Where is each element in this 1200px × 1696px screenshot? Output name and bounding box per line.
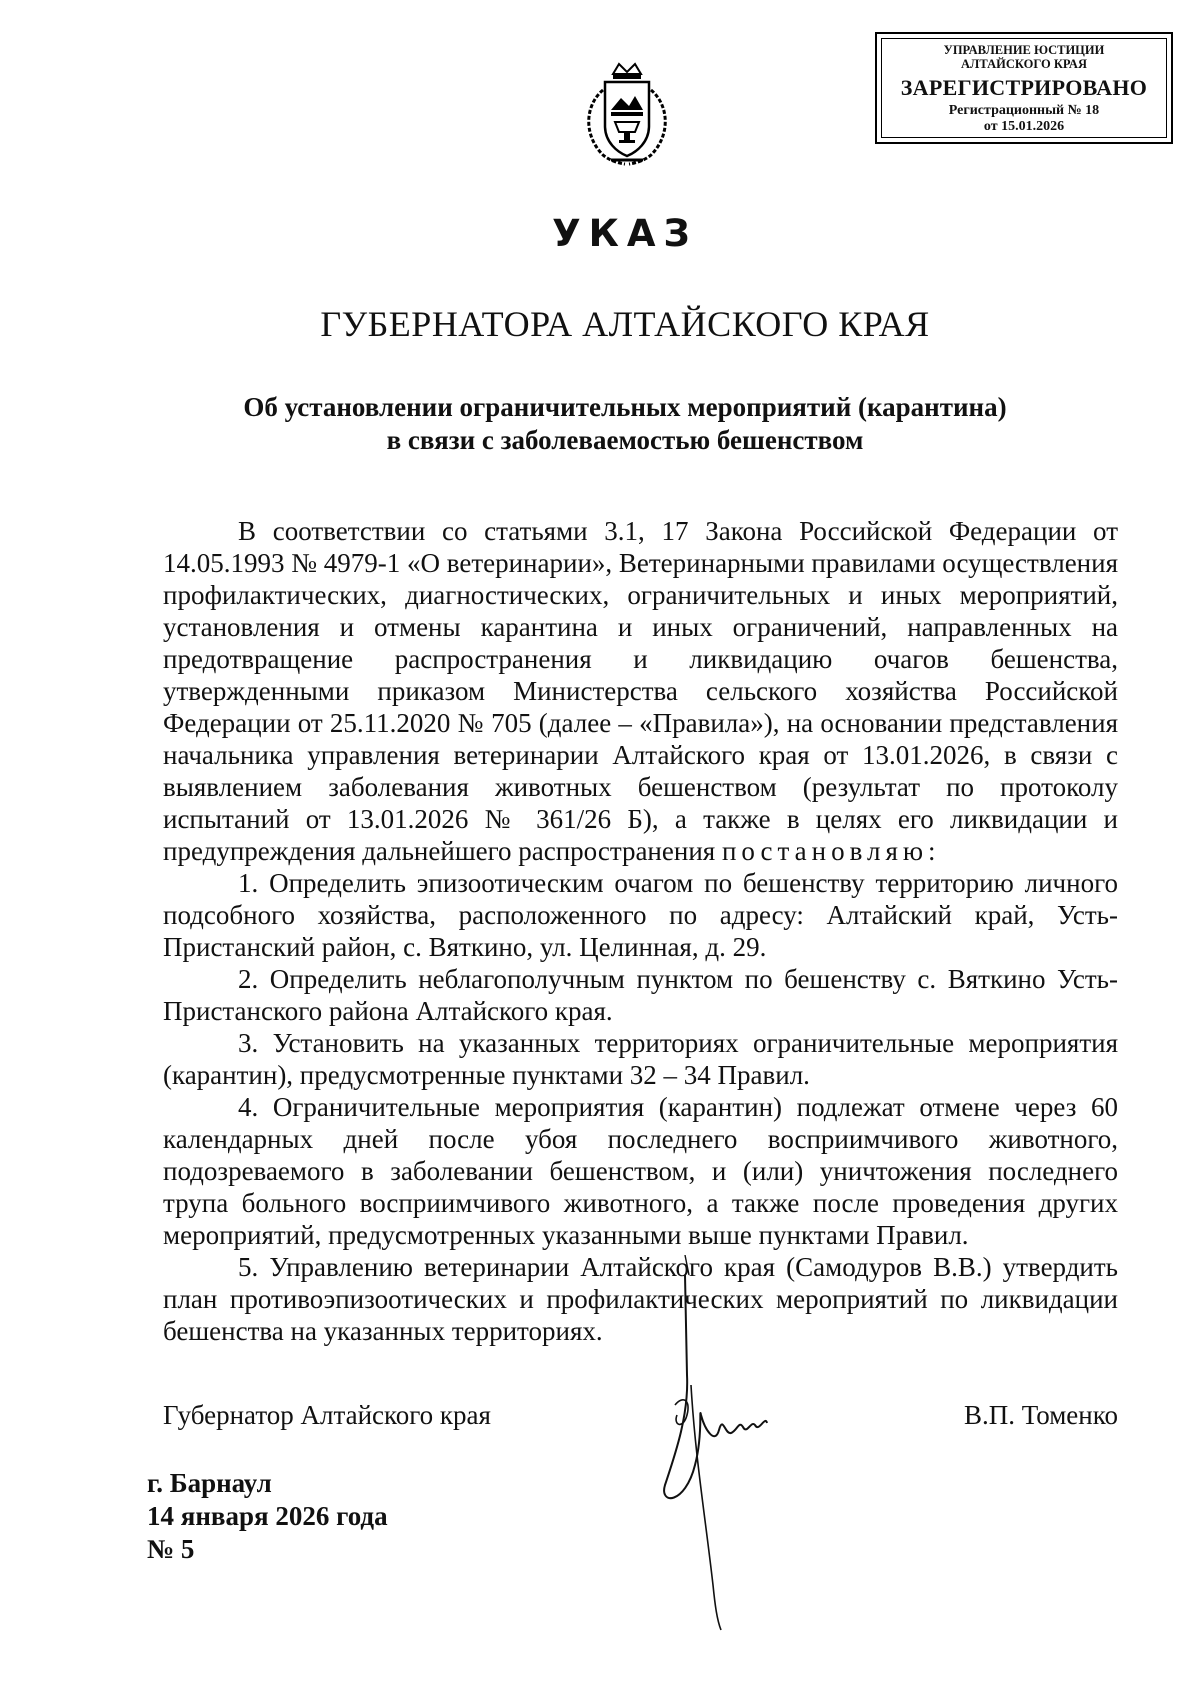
stamp-date: от 15.01.2026 <box>983 119 1065 135</box>
stamp-status: ЗАРЕГИСТРИРОВАНО <box>900 74 1148 100</box>
footer-city: г. Барнаул <box>147 1468 272 1498</box>
preamble-paragraph <box>163 515 1118 867</box>
decree-item-3: 3. Установить на указанных территориях ограничительные мероприятия (карантин), предусмотренные пунктами 32 – 34 Правил. <box>163 1028 1118 1090</box>
stamp-organization <box>882 39 1166 72</box>
decree-item-4: 4. Ограничительные мероприятия (карантин) подлежат отмене через 60 календарных дней после убоя последнего восприимчивого животного, подозреваемого в заболевании бешенством, и (или) уничтожения последнего трупа больного восприимчивого животного, а также после проведения других мероприятий, предусмотренных указанными выше пунктами Правил. <box>163 1092 1118 1250</box>
document-issuer: ГУБЕРНАТОРА АЛТАЙСКОГО КРАЯ <box>320 304 930 344</box>
stamp-registration-number: Регистрационный № 18 <box>948 102 1100 118</box>
document-type: УКАЗ <box>552 212 698 255</box>
footer-date: 14 января 2026 года <box>147 1501 388 1531</box>
decree-item-2: 2. Определить неблагополучным пунктом по бешенству с. Вяткино Усть-Пристанского района Алтайского края. <box>163 964 1118 1026</box>
registration-stamp <box>875 32 1173 144</box>
stamp-org-line2: АЛТАЙСКОГО КРАЯ <box>961 56 1087 71</box>
coat-of-arms-icon <box>575 60 679 170</box>
signatory-position: Губернатор Алтайского края <box>163 1400 491 1430</box>
decree-word: постановляю: <box>721 836 941 866</box>
decree-item-5: 5. Управлению ветеринарии Алтайского края (Самодуров В.В.) утвердить план противоэпизоотических и профилактических мероприятий по ликвидации бешенства на указанных территориях. <box>163 1252 1118 1346</box>
heading-line2: в связи с заболеваемостью бешенством <box>386 425 864 455</box>
footer-number: № 5 <box>147 1534 195 1564</box>
preamble-text: В соответствии со статьями 3.1, 17 Закона Российской Федерации от 14.05.1993 № 4979-1 «О ветеринарии», Ветеринарными правилами осуществления профилактических, диагностических, ограничительных и иных мероприятий, установления и отмены карантина и иных ограничений, направленных на предотвращение распространения и ликвидацию очагов бешенства, утвержденными приказом Министерства сельского хозяйства Российской Федерации от 25.11.2020 № 705 (далее – «Правила»), на основании представления начальника управления ветеринарии Алтайского края от 13.01.2026, в связи с выявлением заболевания животных бешенством (результат по протоколу испытаний от 13.01.2026 № 361/26 Б), а также в целях его ликвидации и предупреждения дальнейшего распространения <box>163 516 1118 866</box>
document-footer <box>147 1467 388 1566</box>
document-heading <box>0 391 1200 457</box>
handwritten-signature <box>655 1255 785 1635</box>
decree-item-1: 1. Определить эпизоотическим очагом по бешенству территорию личного подсобного хозяйства, расположенного по адресу: Алтайский край, Усть-Пристанский район, с. Вяткино, ул. Целинная, д. 29. <box>163 868 1118 962</box>
document-body <box>163 515 1118 1347</box>
stamp-org-line1: УПРАВЛЕНИЕ ЮСТИЦИИ <box>943 43 1105 57</box>
heading-line1: Об установлении ограничительных мероприятий (карантина) <box>243 392 1007 422</box>
signature-row <box>163 1400 1118 1440</box>
signatory-name: В.П. Томенко <box>964 1400 1118 1430</box>
registration-stamp-frame <box>881 38 1167 138</box>
